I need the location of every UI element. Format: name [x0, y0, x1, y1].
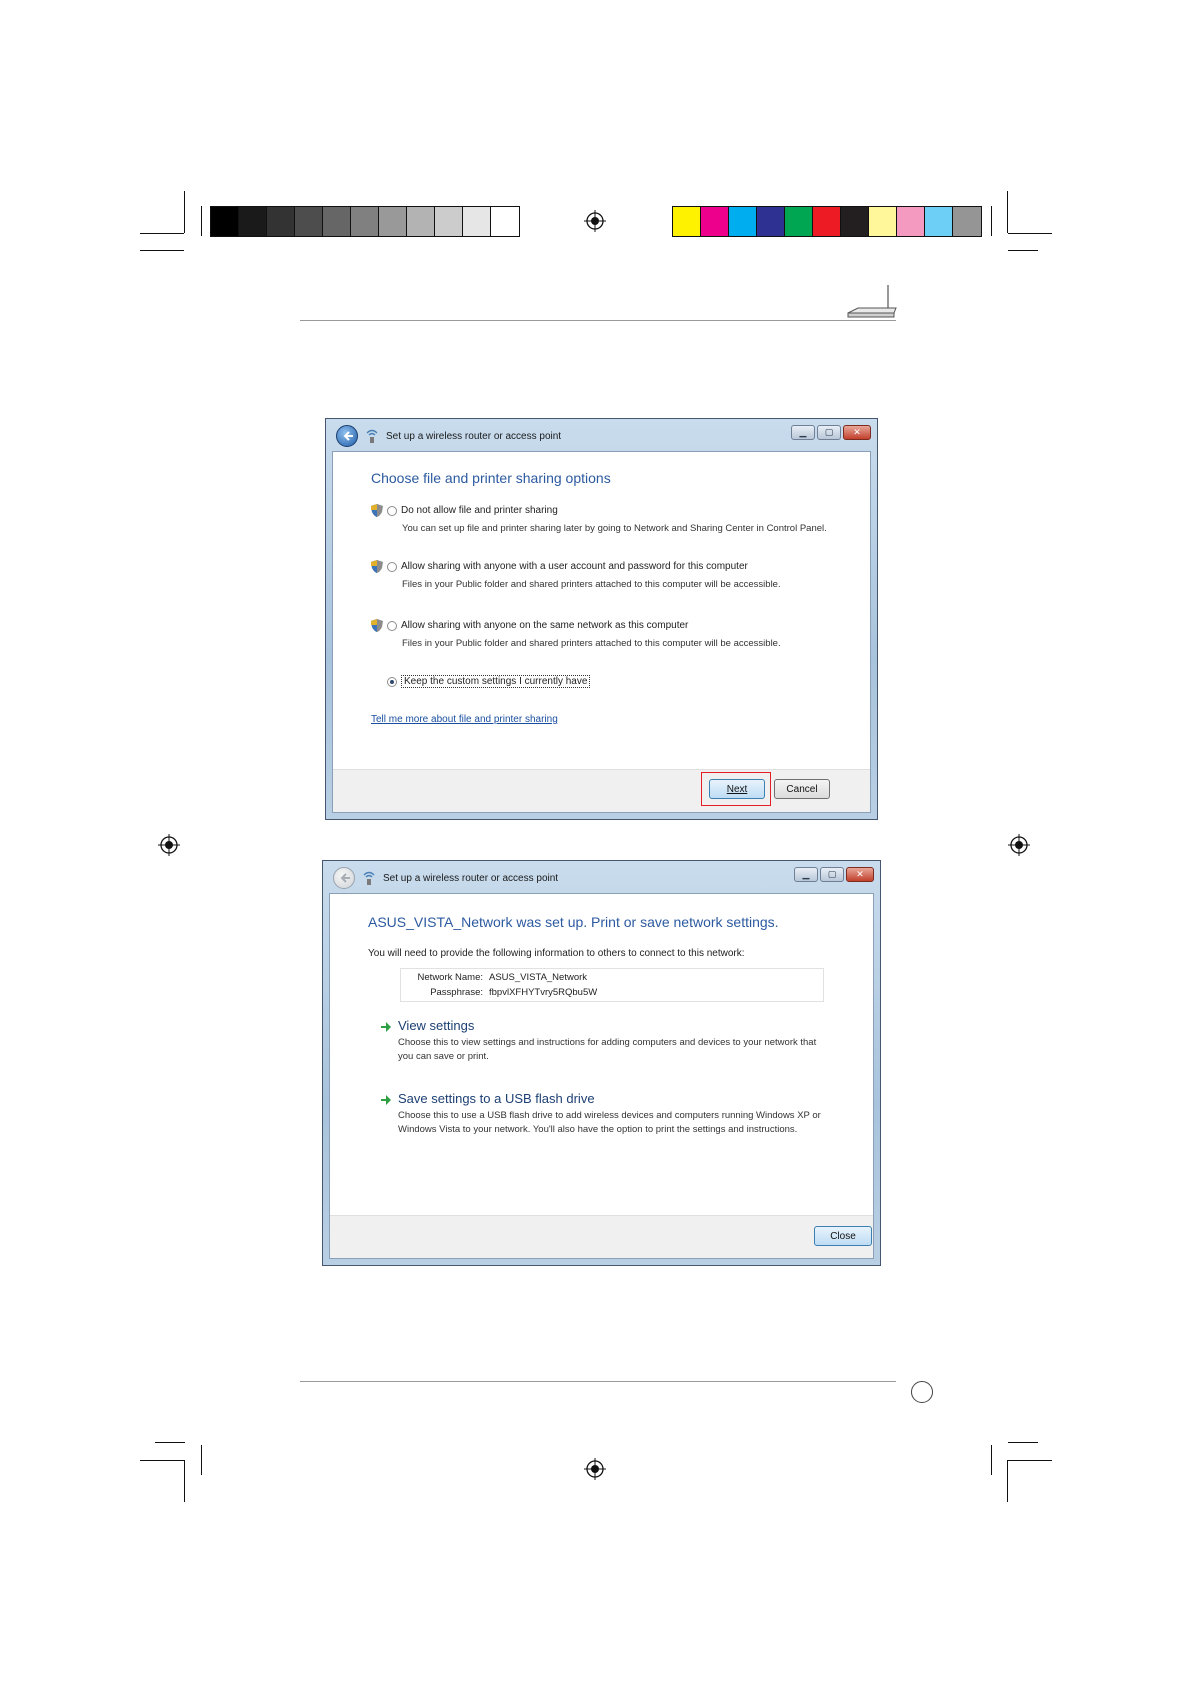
color-swatch [757, 207, 785, 236]
footer-rule [300, 1381, 896, 1382]
color-swatch [351, 207, 379, 236]
option-description: You can set up file and printer sharing later by going to Network and Sharing Center in Control Panel. [402, 523, 827, 534]
maximize-button[interactable] [820, 867, 844, 882]
color-swatch [925, 207, 953, 236]
wizard-header [336, 425, 561, 447]
cancel-button[interactable] [774, 779, 830, 799]
color-swatch [841, 207, 869, 236]
crop-mark [1007, 191, 1008, 233]
network-name-value: ASUS_VISTA_Network [489, 972, 588, 983]
crop-mark [1008, 233, 1052, 234]
minimize-button[interactable] [791, 425, 815, 440]
crop-mark [1007, 1460, 1008, 1502]
minimize-button[interactable] [794, 867, 818, 882]
option-label: Allow sharing with anyone on the same network as this computer [401, 620, 689, 631]
task-title: Save settings to a USB flash drive [398, 1091, 595, 1106]
network-info-box [400, 968, 824, 1002]
wizard-title: Set up a wireless router or access point [383, 872, 559, 884]
radio-button[interactable] [387, 562, 397, 572]
color-swatch [897, 207, 925, 236]
color-swatch [729, 207, 757, 236]
passphrase-value: fbpvlXFHYTvry5RQbu5W [489, 987, 598, 998]
crop-mark [140, 1460, 184, 1461]
cancel-label: Cancel [786, 783, 818, 795]
crop-mark [1008, 1460, 1052, 1461]
uac-shield-icon [371, 504, 383, 517]
option-label: Allow sharing with anyone with a user account and password for this computer [401, 561, 748, 572]
passphrase-label: Passphrase: [430, 987, 483, 998]
header-rule [300, 320, 896, 321]
option-description: Files in your Public folder and shared printers attached to this computer will be accessible. [402, 638, 781, 649]
close-icon: ✕ [853, 427, 861, 437]
color-swatch [295, 207, 323, 236]
sharing-options-dialog [325, 418, 878, 820]
option-network-sharing[interactable] [371, 619, 688, 632]
color-swatch [673, 207, 701, 236]
router-logo-icon [844, 283, 900, 323]
registration-mark-icon [584, 1458, 606, 1480]
task-title: View settings [398, 1018, 475, 1033]
intro-text: You will need to provide the following information to others to connect to this network: [368, 948, 745, 959]
caption-buttons [794, 867, 874, 882]
dialog-content [332, 451, 871, 813]
crop-mark [201, 1445, 202, 1475]
page-heading: Choose file and printer sharing options [371, 470, 611, 486]
back-arrow-icon [342, 430, 354, 442]
color-swatch [407, 207, 435, 236]
green-arrow-icon [380, 1094, 392, 1106]
title-bar [332, 419, 871, 451]
next-label: Next [726, 783, 748, 795]
wizard-header [333, 867, 558, 889]
crop-mark [991, 206, 992, 236]
back-arrow-icon [339, 872, 351, 884]
color-swatch [813, 207, 841, 236]
color-swatch [953, 207, 981, 236]
close-window-button[interactable] [846, 867, 874, 882]
next-button[interactable] [709, 779, 765, 799]
task-description: Choose this to view settings and instructions for adding computers and devices to your network that you can save or print. [398, 1037, 817, 1062]
passphrase-row [407, 987, 597, 998]
green-arrow-icon [380, 1021, 392, 1033]
button-area [330, 1215, 873, 1258]
minimize-icon: ▁ [802, 869, 810, 879]
help-link[interactable]: Tell me more about file and printer sharing [371, 714, 558, 725]
wireless-network-icon [361, 870, 377, 886]
color-swatch [239, 207, 267, 236]
maximize-icon: ▢ [824, 427, 834, 437]
color-swatch [267, 207, 295, 236]
option-keep-custom-settings[interactable] [387, 675, 590, 688]
caption-buttons [791, 425, 871, 440]
crop-mark [991, 1445, 992, 1475]
color-swatch [701, 207, 729, 236]
color-swatch [323, 207, 351, 236]
task-description: Choose this to use a USB flash drive to add wireless devices and computers running Windows XP or Windows Vista to your network. You'll also have the option to print the settings and instructions. [398, 1110, 821, 1135]
option-label: Do not allow file and printer sharing [401, 505, 558, 516]
wizard-title: Set up a wireless router or access point [386, 430, 562, 442]
color-swatch [435, 207, 463, 236]
crop-mark [140, 250, 184, 251]
radio-button-selected[interactable] [387, 677, 397, 687]
crop-mark [1008, 1442, 1038, 1443]
crop-mark [1008, 250, 1038, 251]
color-swatch [211, 207, 239, 236]
color-swatch [463, 207, 491, 236]
maximize-button[interactable] [817, 425, 841, 440]
crop-mark [184, 1460, 185, 1502]
close-button[interactable] [814, 1226, 872, 1246]
network-setup-complete-dialog [322, 860, 881, 1266]
color-swatch [785, 207, 813, 236]
minimize-icon: ▁ [799, 427, 807, 437]
close-window-button[interactable] [843, 425, 871, 440]
back-button[interactable] [336, 425, 358, 447]
page-heading: ASUS_VISTA_Network was set up. Print or save network settings. [368, 914, 779, 930]
option-no-sharing[interactable] [371, 504, 558, 517]
page-number-circle [911, 1381, 933, 1403]
button-area [333, 769, 870, 812]
close-icon: ✕ [856, 869, 864, 879]
registration-mark-icon [1008, 834, 1030, 856]
back-button-disabled [333, 867, 355, 889]
uac-shield-icon [371, 619, 383, 632]
registration-mark-icon [584, 210, 606, 232]
registration-mark-icon [158, 834, 180, 856]
radio-button[interactable] [387, 506, 397, 516]
crop-mark [140, 233, 184, 234]
radio-button[interactable] [387, 621, 397, 631]
color-swatch [869, 207, 897, 236]
wireless-network-icon [364, 428, 380, 444]
network-name-row [407, 972, 587, 983]
color-swatch [379, 207, 407, 236]
dialog-content [329, 893, 874, 1259]
crop-mark [184, 191, 185, 233]
close-label: Close [830, 1230, 856, 1242]
uac-shield-icon [371, 560, 383, 573]
maximize-icon: ▢ [827, 869, 837, 879]
network-name-label: Network Name: [417, 972, 483, 983]
color-swatch [491, 207, 519, 236]
crop-mark [155, 1442, 185, 1443]
option-user-account-sharing[interactable] [371, 560, 748, 573]
process-color-bar [672, 206, 982, 237]
option-description: Files in your Public folder and shared printers attached to this computer will be accessible. [402, 579, 781, 590]
option-label: Keep the custom settings I currently have [401, 675, 590, 688]
title-bar [329, 861, 874, 893]
crop-mark [201, 206, 202, 236]
grayscale-color-bar [210, 206, 520, 237]
